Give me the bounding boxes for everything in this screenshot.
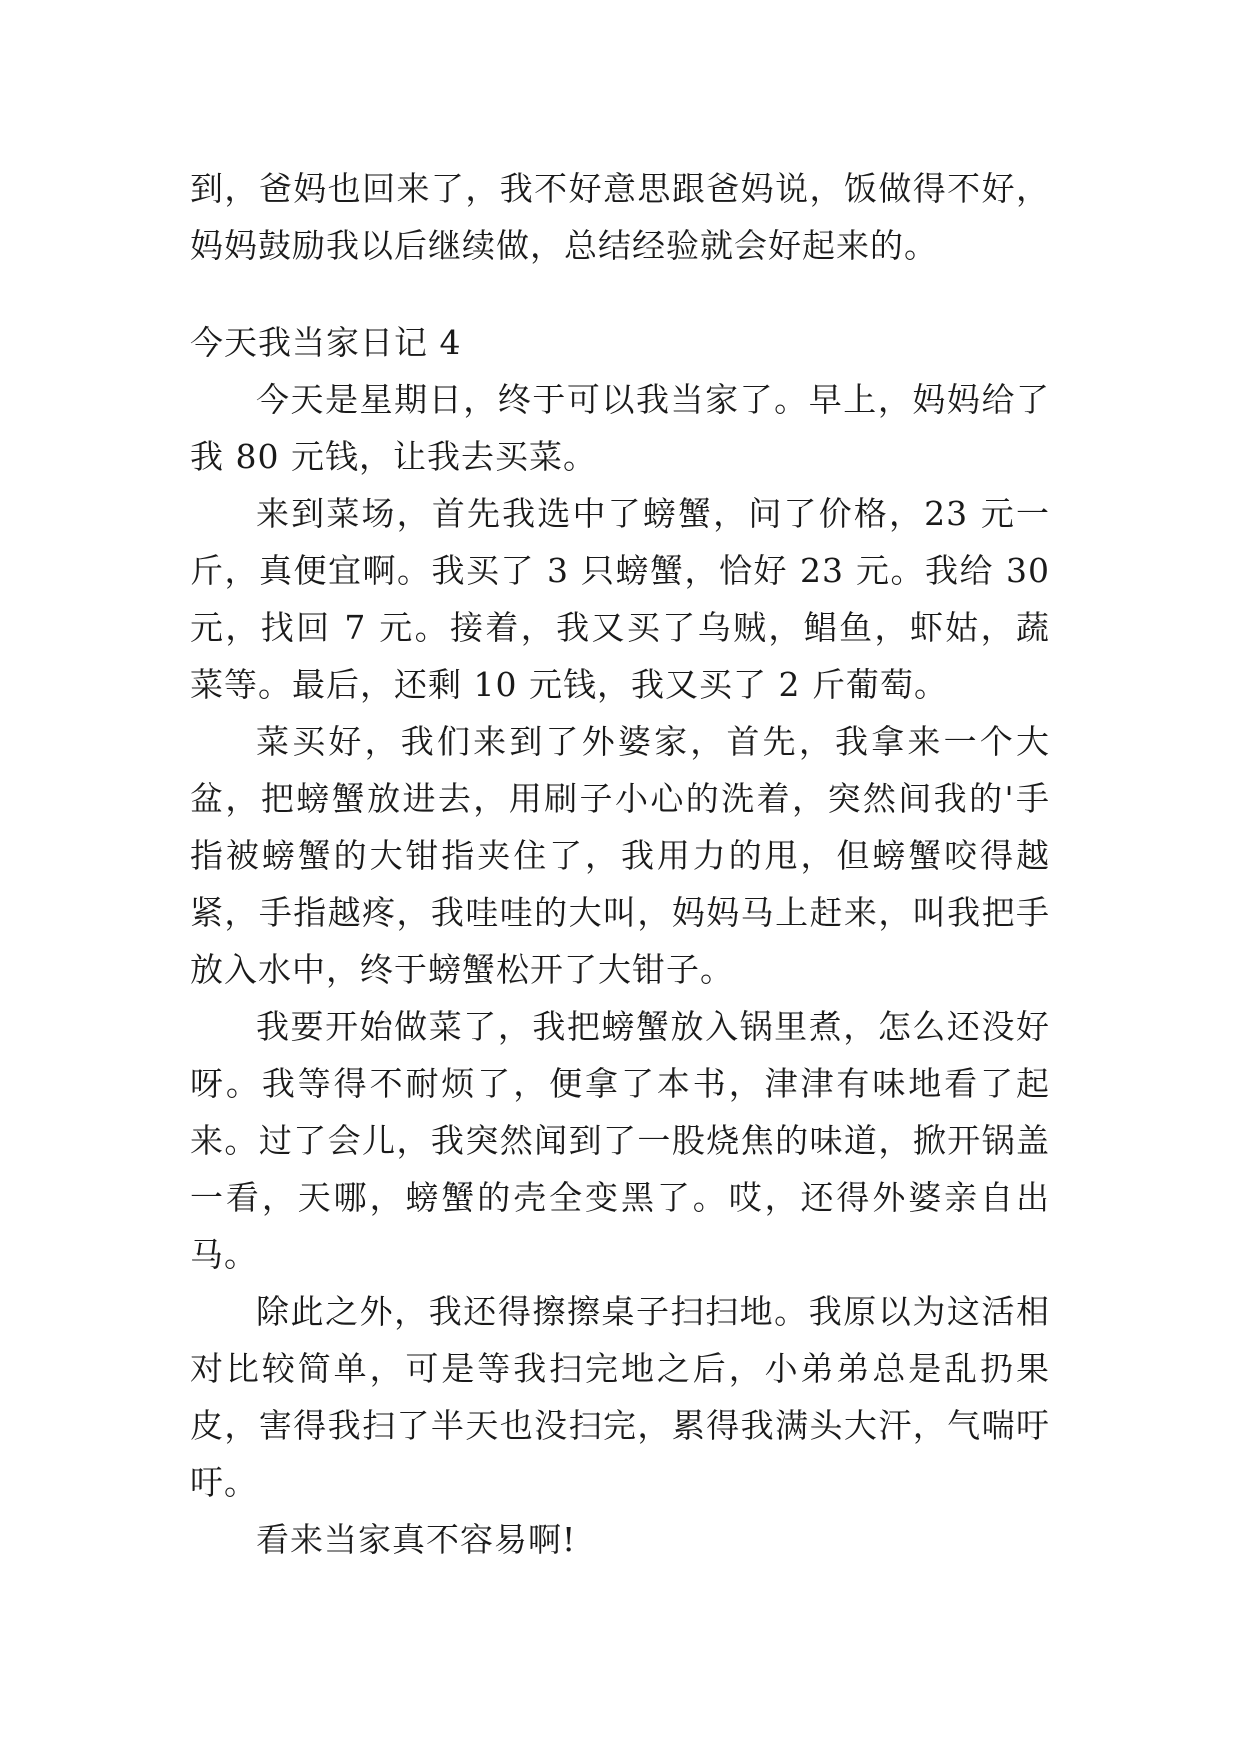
paragraph-5: 除此之外，我还得擦擦桌子扫扫地。我原以为这活相对比较简单，可是等我扫完地之后，小弟弟总是乱扔果皮，害得我扫了半天也没扫完，累得我满头大汗，气喘吁吁。	[190, 1292, 1050, 1502]
paragraph-3: 菜买好，我们来到了外婆家，首先，我拿来一个大盆，把螃蟹放进去，用刷子小心的洗着，突然间我的'手指被螃蟹的大钳指夹住了，我用力的甩，但螃蟹咬得越紧，手指越疼，我哇哇的大叫，妈妈马上赶来，叫我把手放入水中，终于螃蟹松开了大钳子。	[190, 722, 1050, 989]
paragraph-2: 来到菜场，首先我选中了螃蟹，问了价格，23 元一斤，真便宜啊。我买了 3 只螃蟹，恰好 23 元。我给 30 元，找回 7 元。接着，我又买了乌贼，鲳鱼，虾姑，蔬菜等。最后，还剩 10 元钱，我又买了 2 斤葡萄。	[190, 494, 1050, 704]
section-title: 今天我当家日记 4	[190, 323, 462, 362]
continuation-paragraph: 到，爸妈也回来了，我不好意思跟爸妈说，饭做得不好，妈妈鼓励我以后继续做，总结经验就会好起来的。	[190, 169, 1050, 265]
paragraph-1: 今天是星期日，终于可以我当家了。早上，妈妈给了我 80 元钱，让我去买菜。	[190, 380, 1050, 476]
document-body	[190, 160, 1050, 1568]
paragraph-4: 我要开始做菜了，我把螃蟹放入锅里煮，怎么还没好呀。我等得不耐烦了，便拿了本书，津津有味地看了起来。过了会儿，我突然闻到了一股烧焦的味道，掀开锅盖一看，天哪，螃蟹的壳全变黑了。哎，还得外婆亲自出马。	[190, 1007, 1050, 1274]
paragraph-6: 看来当家真不容易啊!	[256, 1520, 577, 1559]
